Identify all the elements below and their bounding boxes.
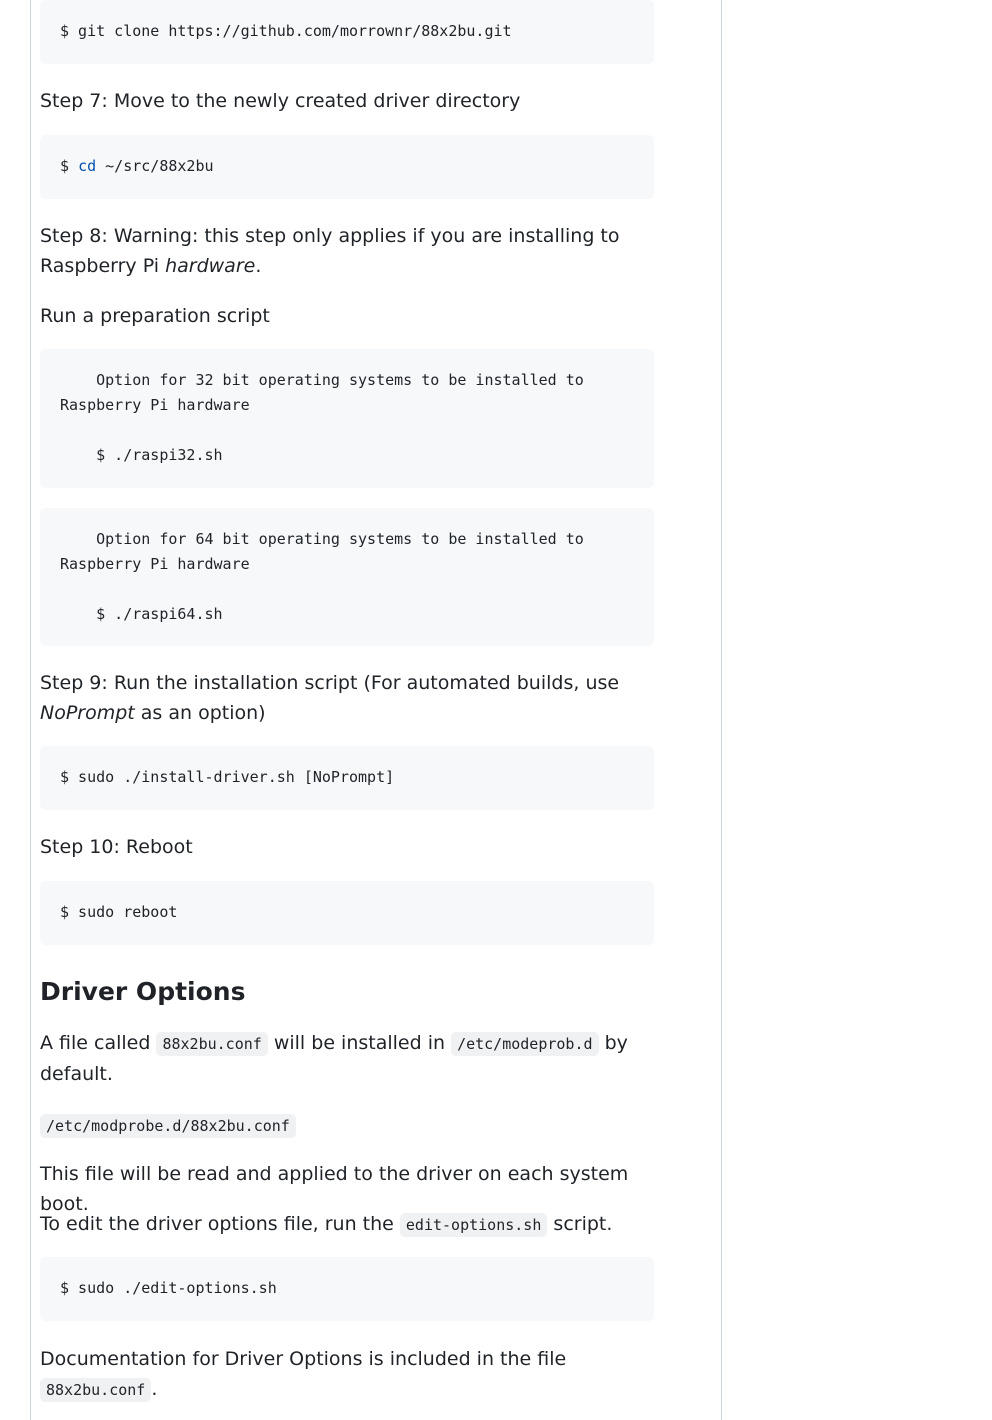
code-block-reboot[interactable] [40,881,654,945]
step-9-tail: as an option) [134,702,266,724]
code-line: Raspberry Pi hardware [60,396,250,414]
step-9-text [40,668,660,728]
conf-mid: will be installed in [267,1032,452,1054]
code-line-blank [60,418,634,443]
edit-paragraph [40,1209,660,1240]
code-line: Raspberry Pi hardware [60,555,250,573]
step-8-tail: . [255,255,262,277]
step-9-lead: Step 9: Run the installation script (For automated builds, use [40,672,620,694]
path-text: ~/src/88x2bu [96,157,214,175]
driver-options-heading: Driver Options [40,977,246,1006]
code-line: $ git clone https://github.com/morrownr/88x2bu.git [60,22,512,40]
code-line: Option for 32 bit operating systems to be installed to [60,371,584,389]
code-block-raspi64[interactable] [40,508,654,646]
conf-tail: by default. [40,1032,628,1085]
edit-lead: To edit the driver options file, run the [40,1213,400,1235]
step-7-text: Step 7: Move to the newly created driver directory [40,90,521,112]
code-block-edit-options[interactable] [40,1257,654,1321]
code-line-blank [60,577,634,602]
inline-code-doc-conf: 88x2bu.conf [40,1378,151,1402]
step-8-emphasis: hardware [165,255,256,277]
code-line: Option for 64 bit operating systems to be installed to [60,530,584,548]
code-line: $ ./raspi32.sh [60,446,223,464]
conf-lead: A file called [40,1032,157,1054]
code-line: $ ./raspi64.sh [60,605,223,623]
doc-lead: Documentation for Driver Options is included in the file [40,1348,567,1370]
run-prep-text: Run a preparation script [40,305,270,327]
prompt-text: $ [60,157,79,175]
read-applied-text: This file will be read and applied to the driver on each system boot. [40,1163,629,1215]
keyword-cd: cd [78,157,97,175]
doc-paragraph [40,1344,660,1405]
code-line: $ sudo ./edit-options.sh [60,1279,277,1297]
inline-code-conf-path: /etc/modprobe.d/88x2bu.conf [40,1114,296,1138]
conf-paragraph [40,1028,660,1089]
doc-tail: . [151,1378,158,1400]
code-block-install[interactable] [40,746,654,810]
code-block-raspi32[interactable] [40,349,654,488]
inline-code-conf: 88x2bu.conf [156,1032,267,1056]
code-line [60,154,634,179]
step-8-lead: Step 8: Warning: this step only applies if you are installing to Raspberry Pi [40,225,620,277]
step-9-emphasis: NoPrompt [40,702,135,724]
code-line: $ sudo reboot [60,903,178,921]
inline-code-modprobe: /etc/modeprob.d [451,1032,598,1056]
code-block-git-clone[interactable] [40,0,654,64]
conf-path-paragraph [40,1110,660,1141]
code-line: $ sudo ./install-driver.sh [NoPrompt] [60,768,395,786]
inline-code-edit-options: edit-options.sh [400,1213,547,1237]
code-block-cd[interactable] [40,135,654,199]
edit-tail: script. [547,1213,613,1235]
step-10-text: Step 10: Reboot [40,836,193,858]
step-8-text [40,221,660,281]
